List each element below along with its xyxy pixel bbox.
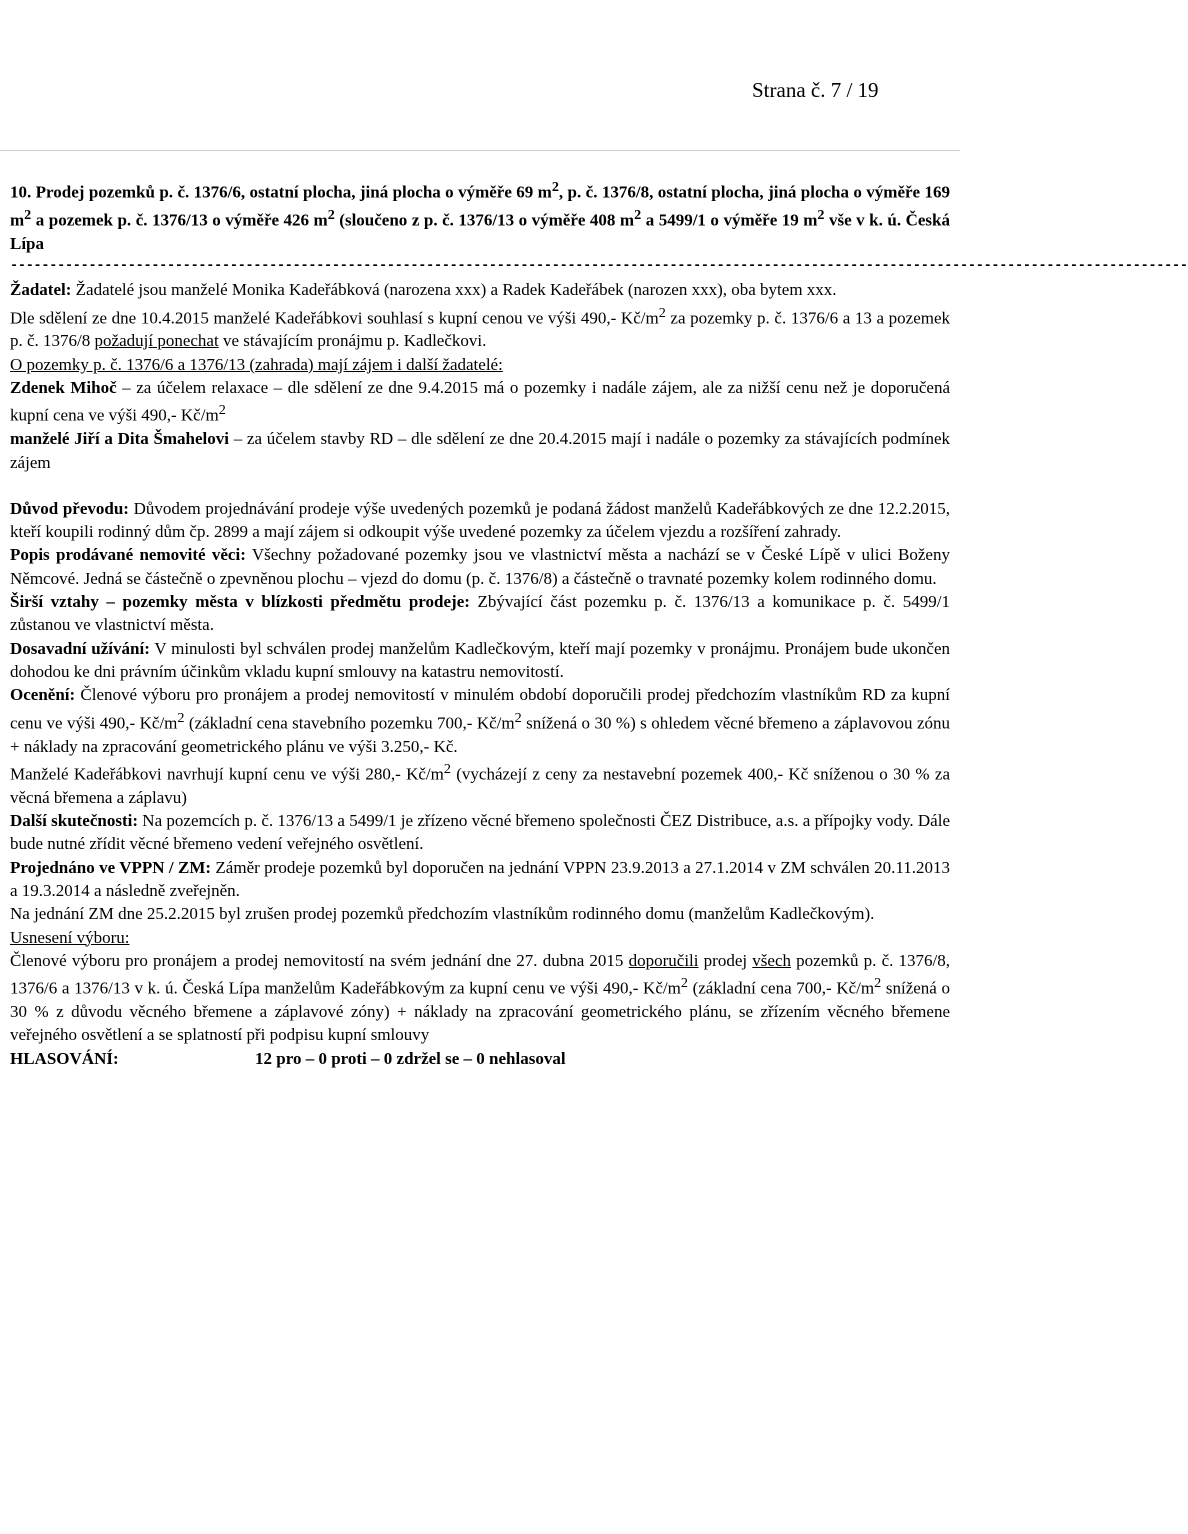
title-text: 10. Prodej pozemků p. č. 1376/6, ostatní plocha, jiná plocha o výměře 69 m [10,182,552,202]
superscript: 2 [24,206,32,223]
superscript: 2 [218,402,226,419]
text: Členové výboru pro pronájem a prodej nemovitostí na svém jednání dne 27. dubna 2015 [10,950,629,970]
section-label: Popis prodávané nemovité věci: [10,545,246,565]
superscript: 2 [443,760,451,777]
text: snížená o 30 % z důvodu věcného břemene a záplavové zóny) + náklady na zpracování geometrického plánu, se zřízením věcného břemene veřejného osvětlení a se splatností při podpisu kupní smlouvy [10,978,950,1045]
reason-paragraph [10,497,950,544]
underlined-text: O pozemky p. č. 1376/6 a 1376/13 (zahrada) mají zájem i další žadatelé: [10,354,503,374]
superscript: 2 [874,975,882,992]
valuation-paragraph [10,683,950,758]
current-use-paragraph [10,637,950,684]
superscript: 2 [177,709,185,726]
title-text: (sloučeno z p. č. 1376/13 o výměře 408 m [334,210,635,230]
text: snížená o 30 %) s ohledem věcné břemeno a záplavovou zónu + náklady na zpracování geometrického plánu ve výši 3.250,- Kč. [10,713,951,756]
other-facts-paragraph [10,809,950,856]
applicant-text: Žadatelé jsou manželé Monika Kadeřábková (narozena xxx) a Radek Kadeřábek (narozen xxx), oba bytem xxx. [71,280,837,300]
applicant-mihoc [10,376,950,427]
superscript: 2 [658,304,666,321]
applicant-agreement [10,302,950,353]
text: Manželé Kadeřábkovi navrhují kupní cenu ve výši 280,- Kč/m [10,764,444,784]
title-text: a 5499/1 o výměře 19 m [641,210,818,230]
underlined-text: doporučili [628,950,699,970]
text: za pozemky p. č. 1376/6 a 13 a pozemek p. č. 1376/8 [10,308,951,351]
text: – za účelem stavby RD – dle sdělení ze dne 20.4.2015 mají i nadále o pozemky za stávajících podmínek zájem [10,429,950,472]
section-label: Ocenění: [10,685,76,705]
superscript: 2 [680,975,688,992]
text: prodej [698,950,753,970]
title-line-1: Zápis z 4. jednání výboru pro pronájem a prodej [236,38,674,62]
section-label: Širší vztahy – pozemky města v blízkosti předmětu prodeje: [10,592,470,612]
city-line-1: Město [79,51,133,75]
section-label: Projednáno ve VPPN / ZM: [10,857,212,877]
text: pozemků p. č. 1376/8, 1376/6 a 1376/13 v k. ú. Česká Lípa manželům Kadeřábkovým za kupní cenu ve výši 490,- Kč/m [10,950,951,998]
superscript: 2 [634,206,642,223]
section-label: Dosavadní užívání: [10,638,150,658]
city-name [36,48,176,108]
text: (vycházejí z ceny za nestavební pozemek 400,- Kč sníženou o 30 % za věcná břemena a záplavu) [10,764,950,807]
vote-label: HLASOVÁNÍ: [10,1048,119,1068]
title-text: a pozemek p. č. 1376/13 o výměře 426 m [31,210,328,230]
underlined-text: všech [752,950,791,970]
applicant-smahel [10,427,950,474]
applicant-label: Žadatel: [10,280,72,300]
text: Důvodem projednávání prodeje výše uvedených pozemků je podaná žádost manželů Kadeřábkových ze dne 12.2.2015, kteří koupili rodinný dům čp. 2899 a mají zájem si odkoupit výše uvedené pozemky za účelem vjezdu a rozšíření zahrady. [10,498,950,542]
page-header [0,0,960,150]
text: Členové výboru pro pronájem a prodej nemovitostí v minulém období doporučili prodej předchozím vlastníkům RD za kupní cenu ve výši 490,- Kč/m [10,685,950,733]
document-title [185,36,725,148]
resolution-text [10,949,950,1047]
applicant-name: manželé Jiří a Dita Šmahelovi [10,429,230,449]
other-applicants-heading [10,353,950,376]
applicant-paragraph [10,278,950,301]
title-line-2: nemovitostí Zastupitelstva města Česká Lípa, [251,66,659,90]
text: Na pozemcích p. č. 1376/13 a 5499/1 je zřízeno věcné břemeno společnosti ČEZ Distribuce, a.s. a přípojky vody. Dále bude nutné zřídit věcné břemeno vedení veřejného osvětlení. [10,811,950,854]
superscript: 2 [551,179,559,195]
text: Zbývající část pozemku p. č. 1376/13 a komunikace p. č. 5499/1 zůstanou ve vlastnictví města. [10,592,950,635]
zm-paragraph: Na jednání ZM dne 25.2.2015 byl zrušen prodej pozemků předchozím vlastníkům rodinného domu (manželům Kadlečkovým). [10,904,875,924]
title-text: , p. č. 1376/8, ostatní plocha, jiná plocha o výměře 169 m [10,182,950,230]
text: Záměr prodeje pozemků byl doporučen na jednání VPPN 23.9.2013 a 27.1.2014 v ZM schválen 20.11.2013 a 19.3.2014 a následně zveřejněn. [10,857,950,900]
title-text: vše v k. ú. Česká Lípa [10,210,951,253]
item-title [10,176,950,255]
resolution-heading [10,926,950,949]
text: Všechny požadované pozemky jsou ve vlastnictví města a nachází se v České Lípě v ulici Boženy Němcové. Jedná se částečně o zpevněnou plochu – vjezd do domu (p. č. 1376/8) a částečně o travnaté pozemky kolem rodinného domu. [10,545,950,588]
section-label: Důvod převodu: [10,498,129,518]
proposal-paragraph [10,758,950,809]
description-paragraph [10,543,950,590]
vote-line [10,1047,950,1070]
city-line-2: Česká Lípa [58,81,154,105]
document-body [10,176,1188,1070]
section-label: Další skutečnosti: [10,811,139,831]
spacer [10,474,950,497]
superscript: 2 [514,709,522,726]
vote-result: 12 pro – 0 proti – 0 zdržel se – 0 nehlasoval [255,1048,566,1068]
title-line-3: které se konalo 27.4.2015 od 16:00 hodin [273,94,637,118]
relations-paragraph [10,590,950,637]
superscript: 2 [817,206,825,223]
dash-divider: ------------------------------------------------------------------------------------------------------------------------------------------------------ [10,259,1188,275]
text: V minulosti byl schválen prodej manželům Kadlečkovým, kteří mají pozemky v pronájmu. Pronájem bude ukončen dohodou ke dni právním účinkům vkladu kupní smlouvy na katastru nemovitostí. [10,638,950,681]
text: – za účelem relaxace – dle sdělení ze dne 9.4.2015 má o pozemky i nadále zájem, ale za nižší cenu než je doporučená kupní cena ve výši 490,- Kč/m [10,378,950,425]
underlined-text: požadují ponechat [94,331,219,351]
page-number: Strana č. 7 / 19 [752,78,879,102]
discussed-paragraph [10,856,950,903]
title-line-4: v zasedací místnosti RM [346,122,564,146]
applicant-name: Zdenek Mihoč [10,378,117,398]
text: (základní cena stavebního pozemku 700,- Kč/m [184,713,515,733]
superscript: 2 [327,206,335,223]
resolution-label: Usnesení výboru: [10,927,130,947]
text: ve stávajícím pronájmu p. Kadlečkovi. [218,331,487,351]
header-divider [0,150,960,151]
text: Dle sdělení ze dne 10.4.2015 manželé Kadeřábkovi souhlasí s kupní cenou ve výši 490,- Kč/m [10,308,659,328]
text: (základní cena 700,- Kč/m [687,978,875,998]
